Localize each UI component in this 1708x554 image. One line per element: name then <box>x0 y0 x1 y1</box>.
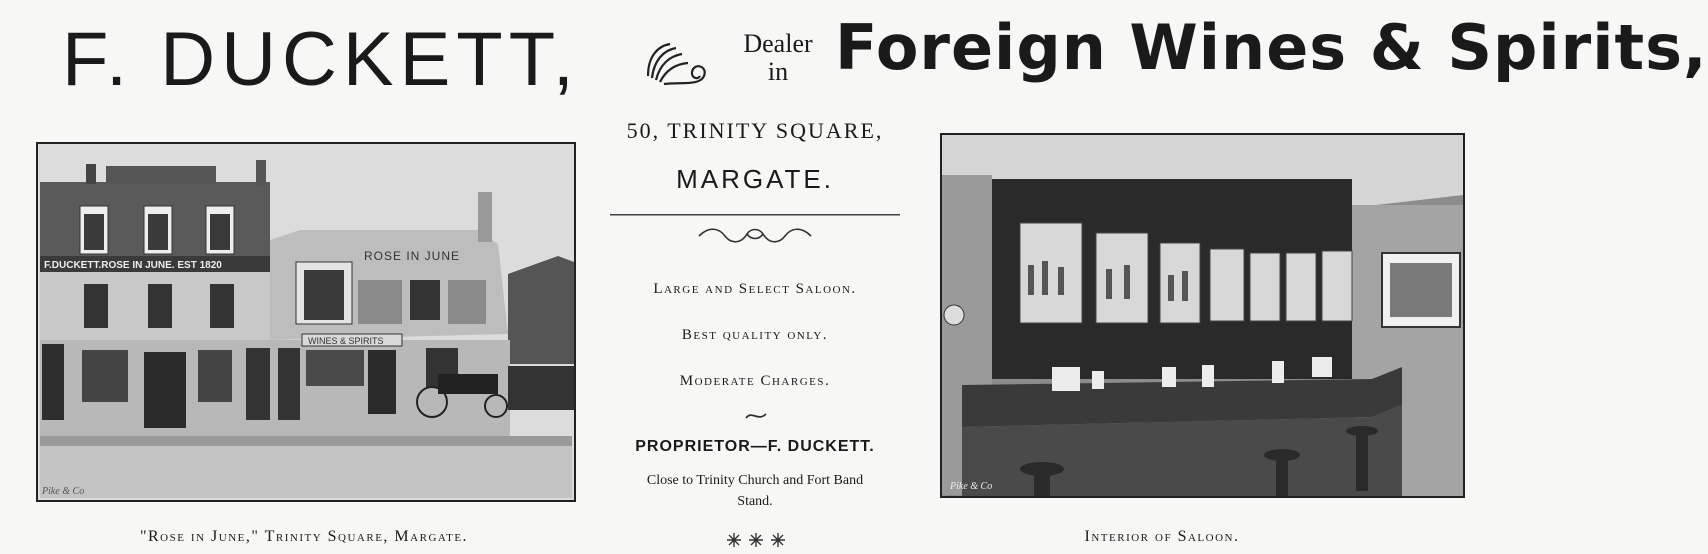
interior-photo <box>940 133 1465 498</box>
business-name: F. DUCKETT, <box>62 17 580 102</box>
divider-rule <box>610 214 900 216</box>
gable-sign: ROSE IN JUNE <box>364 249 461 263</box>
dealer-word: Dealer <box>743 29 813 58</box>
flourish-ornament-icon <box>640 36 715 91</box>
street-address: 50, TRINITY SQUARE, <box>626 118 884 143</box>
trade-heading: Foreign Wines & Spirits, <box>835 11 1708 84</box>
in-word: in <box>767 57 789 86</box>
stars-ornament-icon <box>724 530 788 550</box>
wines-sign: WINES & SPIRITS <box>308 336 384 346</box>
feature-saloon: Large and Select Saloon. <box>653 281 857 297</box>
location-note-line-1: Close to Trinity Church and Fort Band <box>646 473 864 488</box>
photo-credit-left: Pike & Co <box>42 486 85 497</box>
location-note-line-2: Stand. <box>737 494 773 509</box>
feature-quality: Best quality only. <box>681 327 829 343</box>
caption-exterior: "Rose in June," Trinity Square, Margate. <box>139 528 469 545</box>
dealer-in-label <box>738 30 818 86</box>
fascia-sign: F.DUCKETT.ROSE IN JUNE. EST 1820 <box>44 260 222 271</box>
scroll-ornament-icon <box>695 224 815 246</box>
small-flourish-icon <box>744 410 768 422</box>
feature-charges: Moderate Charges. <box>679 373 831 389</box>
town-name: MARGATE. <box>676 164 834 194</box>
location-note <box>605 470 905 512</box>
caption-interior: Interior of Saloon. <box>1084 528 1240 545</box>
photo-credit-right: Pike & Co <box>950 481 993 492</box>
exterior-photo <box>36 142 576 502</box>
proprietor-line: PROPRIETOR—F. DUCKETT. <box>635 438 875 455</box>
